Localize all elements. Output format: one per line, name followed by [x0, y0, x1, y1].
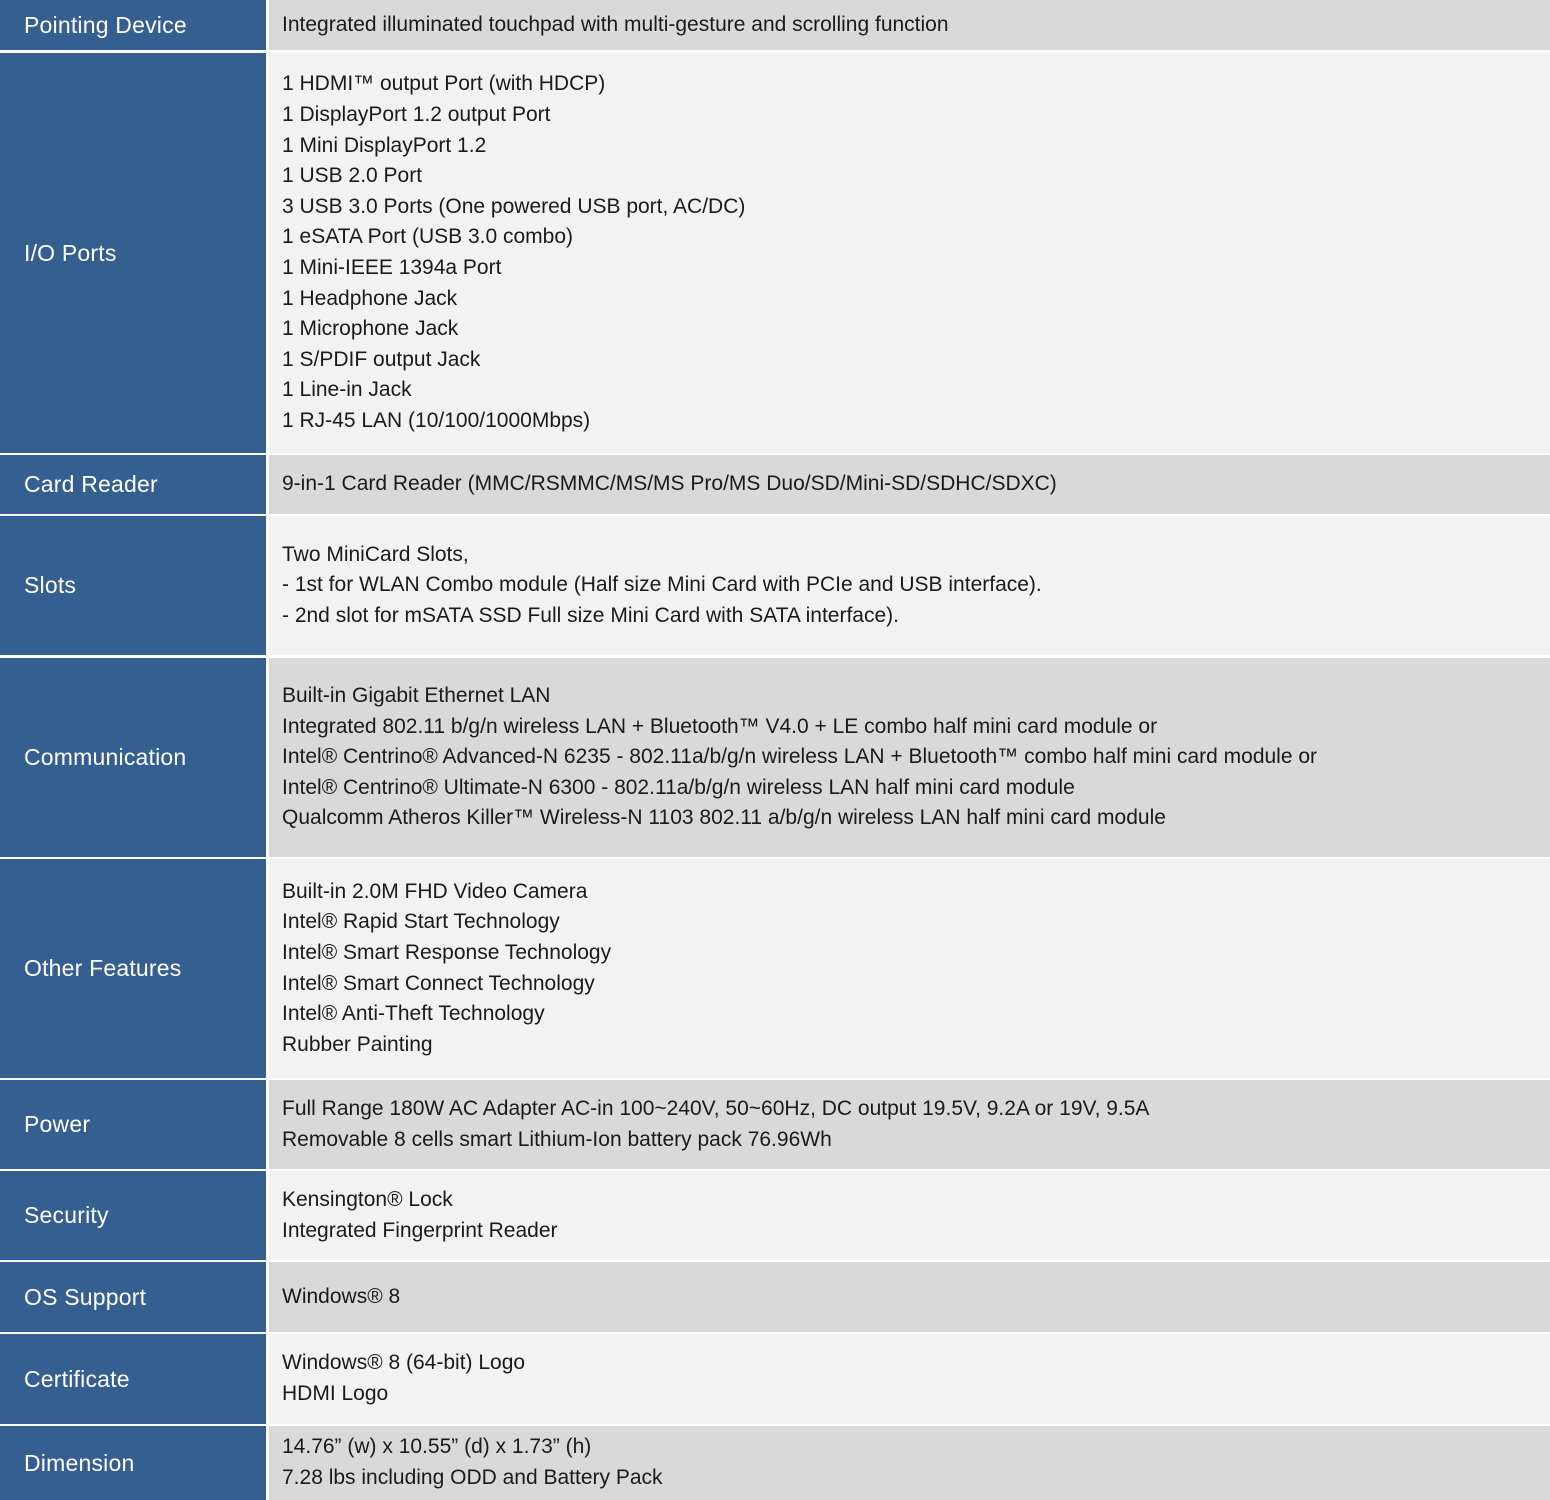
spec-value-line: Windows® 8 (64-bit) Logo	[282, 1351, 526, 1375]
spec-value-line: 1 eSATA Port (USB 3.0 combo)	[282, 225, 574, 249]
spec-value-line: 3 USB 3.0 Ports (One powered USB port, AC/DC)	[282, 194, 746, 218]
spec-value-line: HDMI Logo	[282, 1382, 389, 1405]
spec-value-line: Windows® 8	[282, 1284, 401, 1308]
spec-value	[269, 1334, 1550, 1424]
spec-value-line: Kensington® Lock	[282, 1187, 453, 1211]
spec-value-line: 1 Mini DisplayPort 1.2	[282, 133, 487, 157]
spec-value	[269, 1262, 1550, 1332]
spec-value	[269, 859, 1550, 1078]
spec-label: Communication	[0, 658, 266, 857]
spec-value	[269, 1171, 1550, 1260]
spec-label: Dimension	[0, 1426, 266, 1500]
spec-value-line: 1 HDMI™ output Port (with HDCP)	[282, 72, 606, 96]
spec-value-line: Intel® Centrino® Advanced-N 6235 - 802.11a/b/g/n wireless LAN + Bluetooth™ combo half mini card module or	[282, 745, 1318, 769]
spec-label: Card Reader	[0, 455, 266, 514]
spec-value-line: 1 Headphone Jack	[282, 286, 458, 310]
spec-row	[0, 1262, 1550, 1332]
spec-label: Pointing Device	[0, 0, 266, 50]
spec-row	[0, 658, 1550, 857]
spec-value	[269, 455, 1550, 514]
spec-label: I/O Ports	[0, 53, 266, 453]
spec-value-line: Full Range 180W AC Adapter AC-in 100~240V, 50~60Hz, DC output 19.5V, 9.2A or 19V, 9.5A	[282, 1096, 1150, 1120]
spec-row	[0, 455, 1550, 514]
spec-value-line: 1 USB 2.0 Port	[282, 164, 423, 188]
spec-row	[0, 0, 1550, 50]
spec-row	[0, 53, 1550, 453]
spec-value	[269, 516, 1550, 655]
spec-value	[269, 0, 1550, 50]
spec-value	[269, 1426, 1550, 1500]
spec-value-line: Intel® Smart Response Technology	[282, 940, 612, 964]
spec-value-line: Integrated Fingerprint Reader	[282, 1218, 558, 1242]
spec-value-line: Intel® Anti-Theft Technology	[282, 1002, 545, 1026]
spec-value-line: Built-in Gigabit Ethernet LAN	[282, 684, 551, 708]
spec-row	[0, 516, 1550, 655]
spec-value-line: Intel® Centrino® Ultimate-N 6300 - 802.11a/b/g/n wireless LAN half mini card module	[282, 775, 1075, 799]
spec-value-line: 1 RJ-45 LAN (10/100/1000Mbps)	[282, 408, 591, 432]
spec-value-line: 14.76” (w) x 10.55” (d) x 1.73” (h)	[282, 1435, 592, 1459]
spec-value-line: Intel® Smart Connect Technology	[282, 971, 595, 995]
spec-value	[269, 53, 1550, 453]
spec-value-line: 1 DisplayPort 1.2 output Port	[282, 103, 551, 127]
spec-value-line: 1 Microphone Jack	[282, 317, 459, 341]
spec-value-line: 1 Line-in Jack	[282, 378, 412, 402]
spec-value-line: Intel® Rapid Start Technology	[282, 910, 560, 934]
spec-row	[0, 1080, 1550, 1169]
spec-value-line: 9-in-1 Card Reader (MMC/RSMMC/MS/MS Pro/MS Duo/SD/Mini-SD/SDHC/SDXC)	[282, 472, 1057, 496]
spec-value-line: 7.28 lbs including ODD and Battery Pack	[282, 1466, 663, 1489]
spec-row	[0, 1334, 1550, 1424]
spec-value-line: - 2nd slot for mSATA SSD Full size Mini Card with SATA interface).	[282, 603, 899, 627]
spec-value-line: 1 S/PDIF output Jack	[282, 347, 481, 371]
spec-label: Power	[0, 1080, 266, 1169]
spec-value-line: Integrated illuminated touchpad with multi-gesture and scrolling function	[282, 12, 949, 36]
spec-label: Other Features	[0, 859, 266, 1078]
spec-label: OS Support	[0, 1262, 266, 1332]
spec-value-line: - 1st for WLAN Combo module (Half size Mini Card with PCIe and USB interface).	[282, 573, 1042, 597]
spec-value-line: Integrated 802.11 b/g/n wireless LAN + Bluetooth™ V4.0 + LE combo half mini card module or	[282, 714, 1158, 738]
spec-label: Slots	[0, 516, 266, 655]
spec-value-line: Removable 8 cells smart Lithium-Ion battery pack 76.96Wh	[282, 1127, 832, 1151]
spec-value-line: Built-in 2.0M FHD Video Camera	[282, 879, 588, 903]
spec-value-line: Qualcomm Atheros Killer™ Wireless-N 1103 802.11 a/b/g/n wireless LAN half mini card module	[282, 806, 1166, 830]
spec-label: Certificate	[0, 1334, 266, 1424]
spec-label: Security	[0, 1171, 266, 1260]
spec-value-line: 1 Mini-IEEE 1394a Port	[282, 256, 502, 279]
spec-row	[0, 859, 1550, 1078]
spec-row	[0, 1171, 1550, 1260]
spec-value-line: Rubber Painting	[282, 1032, 433, 1056]
spec-value	[269, 1080, 1550, 1169]
spec-row	[0, 1426, 1550, 1500]
spec-value	[269, 658, 1550, 857]
spec-value-line: Two MiniCard Slots,	[282, 542, 469, 566]
